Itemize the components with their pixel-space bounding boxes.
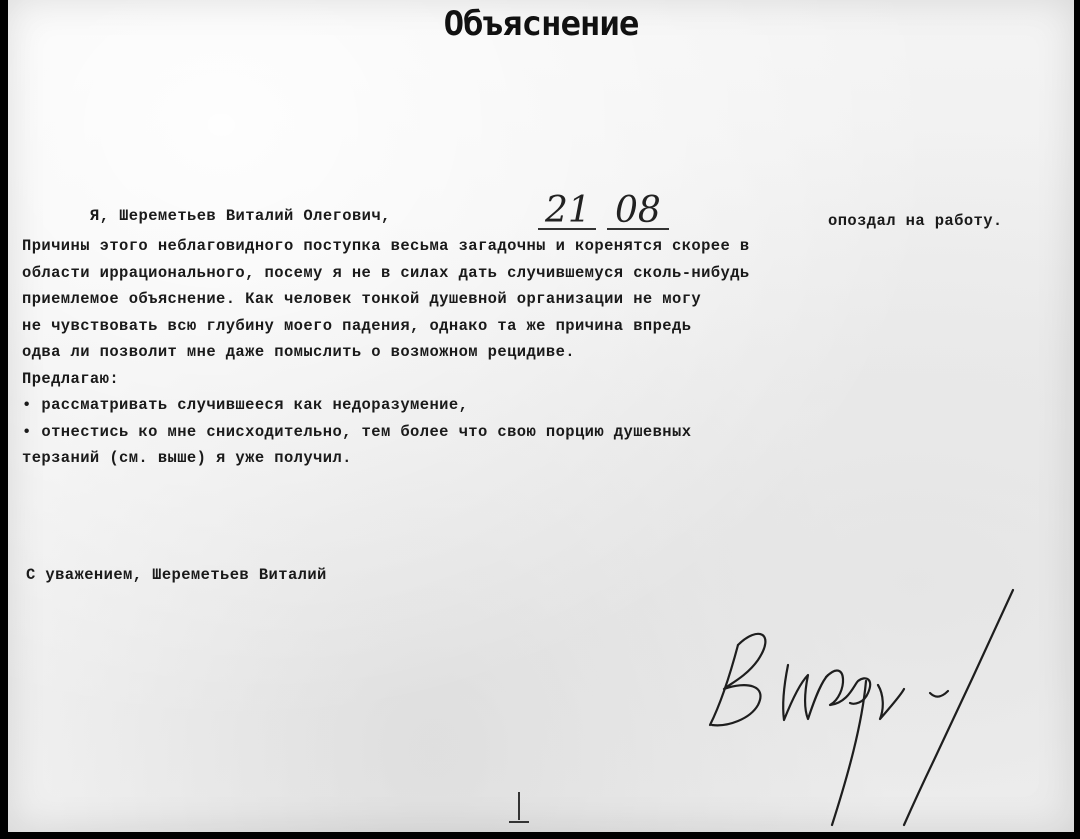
document-title: Объяснение xyxy=(443,4,639,44)
body-text xyxy=(22,233,750,472)
body-line: области иррационального, посему я не в силах дать случившемуся сколь-нибудь xyxy=(22,263,750,282)
intro-tail: опоздал на работу. xyxy=(828,212,1003,230)
handwritten-signature xyxy=(698,585,1028,835)
body-line: приемлемое объяснение. Как человек тонкой душевной организации не могу xyxy=(22,290,702,308)
handwritten-date xyxy=(533,190,673,230)
date-month: 08 xyxy=(615,190,661,231)
intro-name: Я, Шереметьев Виталий Олегович, xyxy=(90,207,391,225)
proposal-item: • рассматривать случившееся как недоразумение, xyxy=(22,396,469,414)
date-month-underline xyxy=(607,228,669,230)
body-line: одва ли позволит мне даже помыслить о возможном рецидиве. xyxy=(22,343,575,361)
document-page xyxy=(8,0,1074,832)
body-line: не чувствовать всю глубину моего падения, однако та же причина впредь xyxy=(22,316,692,335)
stamp-mark xyxy=(504,790,534,830)
proposal-heading: Предлагаю: xyxy=(22,369,120,388)
proposal-item: терзаний (см. выше) я уже получил. xyxy=(22,449,352,467)
date-day-underline xyxy=(538,228,596,230)
body-line: Причины этого неблаговидного поступка весьма загадочны и коренятся скорее в xyxy=(22,237,750,255)
proposal-item: • отнестись ко мне снисходительно, тем более что свою порцию душевных xyxy=(22,422,692,441)
date-day: 21 xyxy=(545,190,591,231)
closing-line: С уважением, Шереметьев Виталий xyxy=(26,566,327,584)
